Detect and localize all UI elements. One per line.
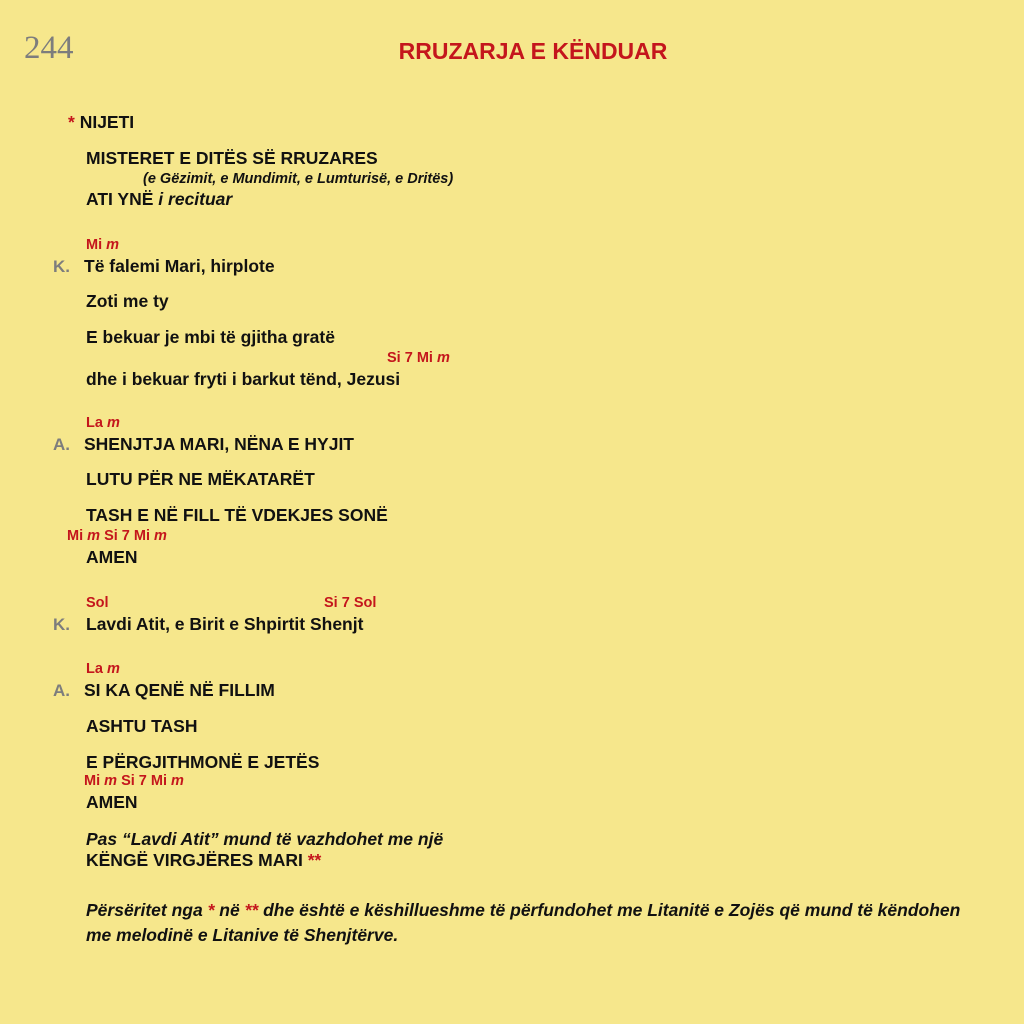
chord-label: Mi m Si 7 Mi m [67,528,167,544]
ati-yne-label: ATI YNË [86,189,154,209]
asterisk-marker: * [207,900,215,920]
glory-response-line-2: ASHTU TASH [86,716,198,736]
glory-response-line-3: E PËRGJITHMONË E JETËS [86,752,320,772]
chord-label: Sol [86,595,109,611]
holy-mary-line-1: SHENJTJA MARI, NËNA E HYJIT [84,434,354,454]
hail-mary-line-2: Zoti me ty [86,291,169,311]
ati-yne-line [86,189,232,210]
chord-label: Mi m Si 7 Mi m [84,773,184,789]
hail-mary-line-4: dhe i bekuar fryti i barkut tënd, Jezusi [86,369,401,389]
hail-mary-line-3: E bekuar je mbi të gjitha gratë [86,327,335,347]
leader-label: K. [53,257,70,276]
response-label: A. [53,681,70,700]
chord-label: La m [86,661,120,677]
holy-mary-line-2: LUTU PËR NE MËKATARËT [86,469,315,489]
holy-mary-line-3: TASH E NË FILL TË VDEKJES SONË [86,505,388,525]
chord-label: La m [86,415,120,431]
chord-label: Mi m [86,237,120,253]
asterisk-marker: * [68,112,75,132]
ati-yne-note: i recituar [158,189,233,209]
page-number: 244 [24,30,74,66]
chord-label: Si 7 Mi m [387,350,450,366]
song-title: KËNGË VIRGJËRES MARI [86,850,303,870]
glory-line: Lavdi Atit, e Birit e Shpirtit Shenjt [86,614,364,634]
mysteries-note: (e Gëzimit, e Mundimit, e Lumturisë, e Dritës) [143,171,454,187]
nijeti-label: NIJETI [79,112,135,132]
page-title: RRUZARJA E KËNDUAR [398,38,668,64]
response-label: A. [53,435,70,454]
leader-label: K. [53,615,70,634]
note-line-1: Pas “Lavdi Atit” mund të vazhdohet me një [86,829,444,849]
hail-mary-line-1: Të falemi Mari, hirplote [84,256,275,276]
note-line-2 [86,850,321,871]
chord-label: Si 7 Sol [324,595,377,611]
double-asterisk-marker: ** [307,850,322,870]
mysteries-heading: MISTERET E DITËS SË RRUZARES [86,148,378,168]
amen: AMEN [86,792,138,812]
repeat-instruction: Përsëritet nga * në ** dhe është e këshillueshme të përfundohet me Litanitë e Zojës që mund të këndohen me melodinë e Litanive të Shenjtërve. [86,900,961,945]
amen: AMEN [86,547,138,567]
double-asterisk-marker: ** [244,900,259,920]
glory-response-line-1: SI KA QENË NË FILLIM [84,680,275,700]
nijeti-line [68,112,134,133]
